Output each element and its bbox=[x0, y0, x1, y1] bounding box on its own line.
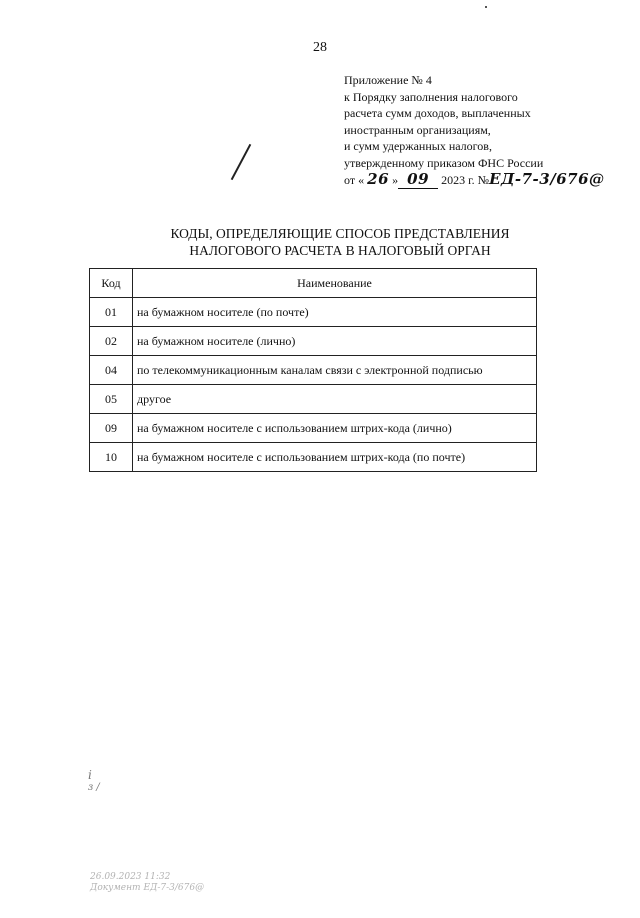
year-text: 2023 г. № bbox=[441, 173, 490, 187]
cell-name: на бумажном носителе с использованием штрих-кода (по почте) bbox=[133, 443, 537, 472]
page-number: 28 bbox=[313, 40, 327, 55]
appendix-header bbox=[344, 72, 605, 189]
cell-name: на бумажном носителе с использованием штрих-кода (лично) bbox=[133, 414, 537, 443]
appendix-line: расчета сумм доходов, выплаченных bbox=[344, 106, 531, 120]
cell-code: 04 bbox=[90, 356, 133, 385]
cell-name: на бумажном носителе (лично) bbox=[133, 327, 537, 356]
header-name: Наименование bbox=[133, 269, 537, 298]
date-prefix: от « bbox=[344, 173, 365, 187]
stamp-line: 26.09.2023 11:32 bbox=[90, 872, 171, 882]
document-title bbox=[0, 225, 640, 259]
cell-code: 01 bbox=[90, 298, 133, 327]
title-line: КОДЫ, ОПРЕДЕЛЯЮЩИЕ СПОСОБ ПРЕДСТАВЛЕНИЯ bbox=[170, 226, 510, 241]
cell-code: 10 bbox=[90, 443, 133, 472]
table-row bbox=[90, 414, 537, 443]
scan-speck bbox=[485, 6, 487, 8]
cell-name: другое bbox=[133, 385, 537, 414]
handwritten-month: 09 bbox=[398, 171, 438, 189]
stamp-line: Документ ЕД-7-3/676@ bbox=[90, 883, 205, 893]
appendix-line: и сумм удержанных налогов, bbox=[344, 139, 492, 153]
order-date-line bbox=[344, 171, 605, 189]
table-header-row bbox=[90, 269, 537, 298]
appendix-line: утвержденному приказом ФНС России bbox=[344, 155, 544, 170]
header-code: Код bbox=[90, 269, 133, 298]
title-line: НАЛОГОВОГО РАСЧЕТА В НАЛОГОВЫЙ ОРГАН bbox=[189, 243, 491, 258]
cell-name: по телекоммуникационным каналам связи с электронной подписью bbox=[133, 356, 537, 385]
signature-stroke bbox=[231, 144, 252, 180]
table-row bbox=[90, 327, 537, 356]
handwritten-order-number: ЕД-7-3/676@ bbox=[489, 170, 605, 188]
cell-code: 09 bbox=[90, 414, 133, 443]
table-row bbox=[90, 385, 537, 414]
margin-mark: i bbox=[88, 768, 92, 782]
table-row bbox=[90, 443, 537, 472]
table-row bbox=[90, 298, 537, 327]
appendix-line: иностранным организациям, bbox=[344, 122, 491, 137]
appendix-line: к Порядку заполнения налогового bbox=[344, 89, 518, 104]
cell-code: 05 bbox=[90, 385, 133, 414]
table-row bbox=[90, 356, 537, 385]
date-mid: » bbox=[392, 173, 399, 187]
codes-table bbox=[89, 268, 537, 472]
margin-mark: ɜ / bbox=[88, 782, 100, 793]
appendix-line: Приложение № 4 bbox=[344, 73, 432, 87]
cell-code: 02 bbox=[90, 327, 133, 356]
faint-registration-stamp bbox=[90, 872, 204, 894]
cell-name: на бумажном носителе (по почте) bbox=[133, 298, 537, 327]
handwritten-day: 26 bbox=[367, 170, 390, 188]
